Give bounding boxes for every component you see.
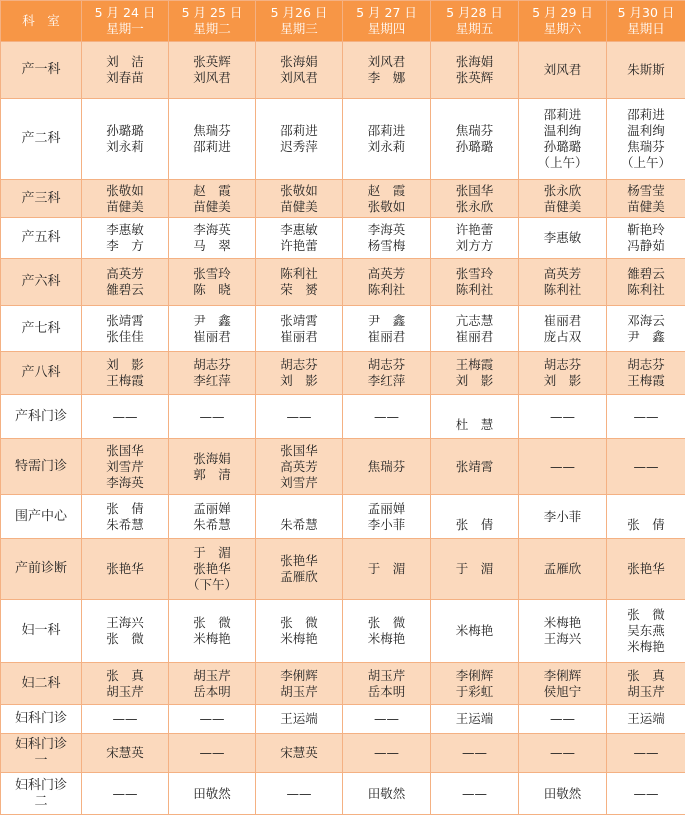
duty-cell: —— [607,773,685,815]
day-date: 5 月 24 日 [84,5,166,21]
duty-cell: —— [169,705,256,734]
duty-cell: 孟丽婵 朱希慧 [169,495,256,539]
duty-cell: —— [343,395,431,439]
duty-cell: 邵莉进 温利绚 焦瑞芬 （上午） [607,99,685,180]
duty-cell: 张 微 吴东燕 米梅艳 [607,600,685,663]
day-date: 5 月 27 日 [345,5,428,21]
day-weekday: 星期三 [258,21,340,37]
duty-cell: 邓海云 尹 鑫 [607,306,685,352]
duty-cell: 尹 鑫 崔丽君 [343,306,431,352]
duty-cell: 米梅艳 王海兴 [519,600,607,663]
schedule-row [1,495,685,539]
dept-name: 妇科门诊 [1,705,82,734]
dept-name: 产二科 [1,99,82,180]
duty-cell: 朱斯斯 [607,42,685,99]
duty-cell: 王运端 [431,705,519,734]
duty-cell: 刘 洁 刘春苗 [82,42,169,99]
duty-cell: —— [431,773,519,815]
schedule-row [1,218,685,259]
duty-cell: —— [256,773,343,815]
duty-cell: —— [169,395,256,439]
schedule-row [1,306,685,352]
duty-cell: 张 微 米梅艳 [256,600,343,663]
schedule-row [1,259,685,306]
duty-cell: —— [519,705,607,734]
duty-cell: 孟雁欣 [519,539,607,600]
duty-cell: 焦瑞芬 邵莉进 [169,99,256,180]
day-header [431,1,519,42]
duty-cell: 李惠敏 许艳蕾 [256,218,343,259]
schedule-row [1,180,685,218]
duty-cell: 胡志芬 刘 影 [519,352,607,395]
duty-cell: 雒碧云 陈利社 [607,259,685,306]
duty-cell: 高英芳 雒碧云 [82,259,169,306]
duty-cell: 陈利社 荣 赟 [256,259,343,306]
duty-cell: —— [82,705,169,734]
day-header [82,1,169,42]
duty-cell: 邵莉进 迟秀萍 [256,99,343,180]
duty-cell: 孟丽婵 李小菲 [343,495,431,539]
schedule-row [1,395,685,439]
duty-cell: 王梅霞 刘 影 [431,352,519,395]
duty-cell: 田敬然 [169,773,256,815]
duty-cell: 张 倩 朱希慧 [82,495,169,539]
duty-cell: 张靖霄 [431,439,519,495]
schedule-row [1,600,685,663]
dept-header: 科 室 [1,1,82,42]
duty-cell: 王运端 [256,705,343,734]
day-weekday: 星期六 [521,21,604,37]
duty-cell: 焦瑞芬 孙璐璐 [431,99,519,180]
duty-cell: 张海娟 刘风君 [256,42,343,99]
duty-cell: 张靖霄 张佳佳 [82,306,169,352]
duty-cell: 张 真 胡玉芹 [82,663,169,705]
duty-cell: 亢志慧 崔丽君 [431,306,519,352]
dept-name: 产一科 [1,42,82,99]
day-weekday: 星期五 [433,21,516,37]
duty-cell: —— [607,395,685,439]
duty-cell: 田敬然 [343,773,431,815]
duty-cell: 张敬如 苗健美 [82,180,169,218]
schedule-row [1,663,685,705]
duty-cell: 刘风君 李 娜 [343,42,431,99]
duty-cell: —— [519,395,607,439]
duty-cell: 张雪玲 陈 晓 [169,259,256,306]
duty-cell: 胡玉芹 岳本明 [343,663,431,705]
schedule-row [1,705,685,734]
dept-name: 围产中心 [1,495,82,539]
duty-cell: 宋慧英 [82,734,169,773]
duty-cell: 胡志芬 王梅霞 [607,352,685,395]
dept-name: 产三科 [1,180,82,218]
day-date: 5 月 25 日 [171,5,253,21]
duty-cell: 张 微 米梅艳 [343,600,431,663]
duty-cell: 王海兴 张 微 [82,600,169,663]
duty-cell: —— [256,395,343,439]
duty-cell: —— [343,734,431,773]
duty-cell: —— [343,705,431,734]
header-row [1,1,685,42]
day-weekday: 星期四 [345,21,428,37]
duty-cell: 李俐辉 胡玉芹 [256,663,343,705]
dept-name: 特需门诊 [1,439,82,495]
duty-cell: 田敬然 [519,773,607,815]
duty-cell: 胡志芬 刘 影 [256,352,343,395]
day-date: 5 月28 日 [433,5,516,21]
duty-cell: 李惠敏 李 方 [82,218,169,259]
dept-name: 产六科 [1,259,82,306]
dept-name: 妇二科 [1,663,82,705]
duty-cell: 焦瑞芬 [343,439,431,495]
duty-cell: 高英芳 陈利社 [343,259,431,306]
duty-cell: 邵莉进 刘永莉 [343,99,431,180]
duty-cell: 尹 鑫 崔丽君 [169,306,256,352]
duty-cell: 张靖霄 崔丽君 [256,306,343,352]
duty-cell: 朱希慧 [256,495,343,539]
duty-cell: 张国华 刘雪芹 李海英 [82,439,169,495]
duty-cell: —— [82,395,169,439]
day-date: 5 月 29 日 [521,5,604,21]
duty-cell: 张艳华 [607,539,685,600]
dept-name: 妇科门诊 一 [1,734,82,773]
duty-cell: 刘 影 王梅霞 [82,352,169,395]
duty-cell: —— [519,734,607,773]
duty-cell: 张英辉 刘风君 [169,42,256,99]
schedule-row [1,352,685,395]
duty-cell: 张 倩 [607,495,685,539]
duty-cell: 张艳华 [82,539,169,600]
duty-cell: 杜 慧 [431,395,519,439]
schedule-row [1,42,685,99]
day-header [519,1,607,42]
duty-cell: 张雪玲 陈利社 [431,259,519,306]
duty-cell: 张敬如 苗健美 [256,180,343,218]
duty-cell: 邵莉进 温利绚 孙璐璐 （上午） [519,99,607,180]
duty-cell: 王运端 [607,705,685,734]
duty-cell: 高英芳 陈利社 [519,259,607,306]
duty-cell: 李俐辉 于彩虹 [431,663,519,705]
duty-cell: 李小菲 [519,495,607,539]
schedule-row [1,539,685,600]
day-header [256,1,343,42]
duty-cell: 许艳蕾 刘方方 [431,218,519,259]
duty-cell: 张海娟 郭 清 [169,439,256,495]
day-header [607,1,685,42]
dept-name: 产七科 [1,306,82,352]
duty-cell: 张 倩 [431,495,519,539]
duty-cell: 宋慧英 [256,734,343,773]
dept-name: 产五科 [1,218,82,259]
duty-cell: —— [607,734,685,773]
day-weekday: 星期二 [171,21,253,37]
schedule-row [1,439,685,495]
duty-cell: —— [169,734,256,773]
day-weekday: 星期日 [609,21,683,37]
duty-cell: 于 湄 [431,539,519,600]
duty-cell: 张 真 胡玉芹 [607,663,685,705]
duty-cell: 张 微 米梅艳 [169,600,256,663]
duty-cell: —— [607,439,685,495]
duty-cell: 张艳华 孟雁欣 [256,539,343,600]
duty-cell: 赵 霞 张敬如 [343,180,431,218]
schedule-row [1,734,685,773]
duty-cell: 孙璐璐 刘永莉 [82,99,169,180]
duty-cell: 胡志芬 李红萍 [169,352,256,395]
day-header [343,1,431,42]
duty-cell: 刘风君 [519,42,607,99]
duty-cell: 张永欣 苗健美 [519,180,607,218]
dept-name: 妇科门诊 二 [1,773,82,815]
duty-cell: 张国华 张永欣 [431,180,519,218]
duty-cell: 崔丽君 庞占双 [519,306,607,352]
duty-cell: 杨雪莹 苗健美 [607,180,685,218]
dept-name: 妇一科 [1,600,82,663]
day-header [169,1,256,42]
dept-name: 产前诊断 [1,539,82,600]
duty-cell: 张国华 高英芳 刘雪芹 [256,439,343,495]
duty-cell: —— [431,734,519,773]
duty-cell: 靳艳玲 冯静茹 [607,218,685,259]
dept-name: 产科门诊 [1,395,82,439]
duty-cell: 于 湄 [343,539,431,600]
schedule-row [1,773,685,815]
duty-cell: 李俐辉 侯旭宁 [519,663,607,705]
duty-cell: —— [519,439,607,495]
duty-cell: 米梅艳 [431,600,519,663]
duty-cell: 于 湄 张艳华 （下午） [169,539,256,600]
duty-cell: —— [82,773,169,815]
duty-cell: 李海英 马 翠 [169,218,256,259]
duty-cell: 赵 霞 苗健美 [169,180,256,218]
duty-cell: 张海娟 张英辉 [431,42,519,99]
dept-name: 产八科 [1,352,82,395]
duty-cell: 李惠敏 [519,218,607,259]
duty-cell: 李海英 杨雪梅 [343,218,431,259]
duty-cell: 胡志芬 李红萍 [343,352,431,395]
day-date: 5 月30 日 [609,5,683,21]
duty-cell: 胡玉芹 岳本明 [169,663,256,705]
schedule-row [1,99,685,180]
day-date: 5 月26 日 [258,5,340,21]
day-weekday: 星期一 [84,21,166,37]
